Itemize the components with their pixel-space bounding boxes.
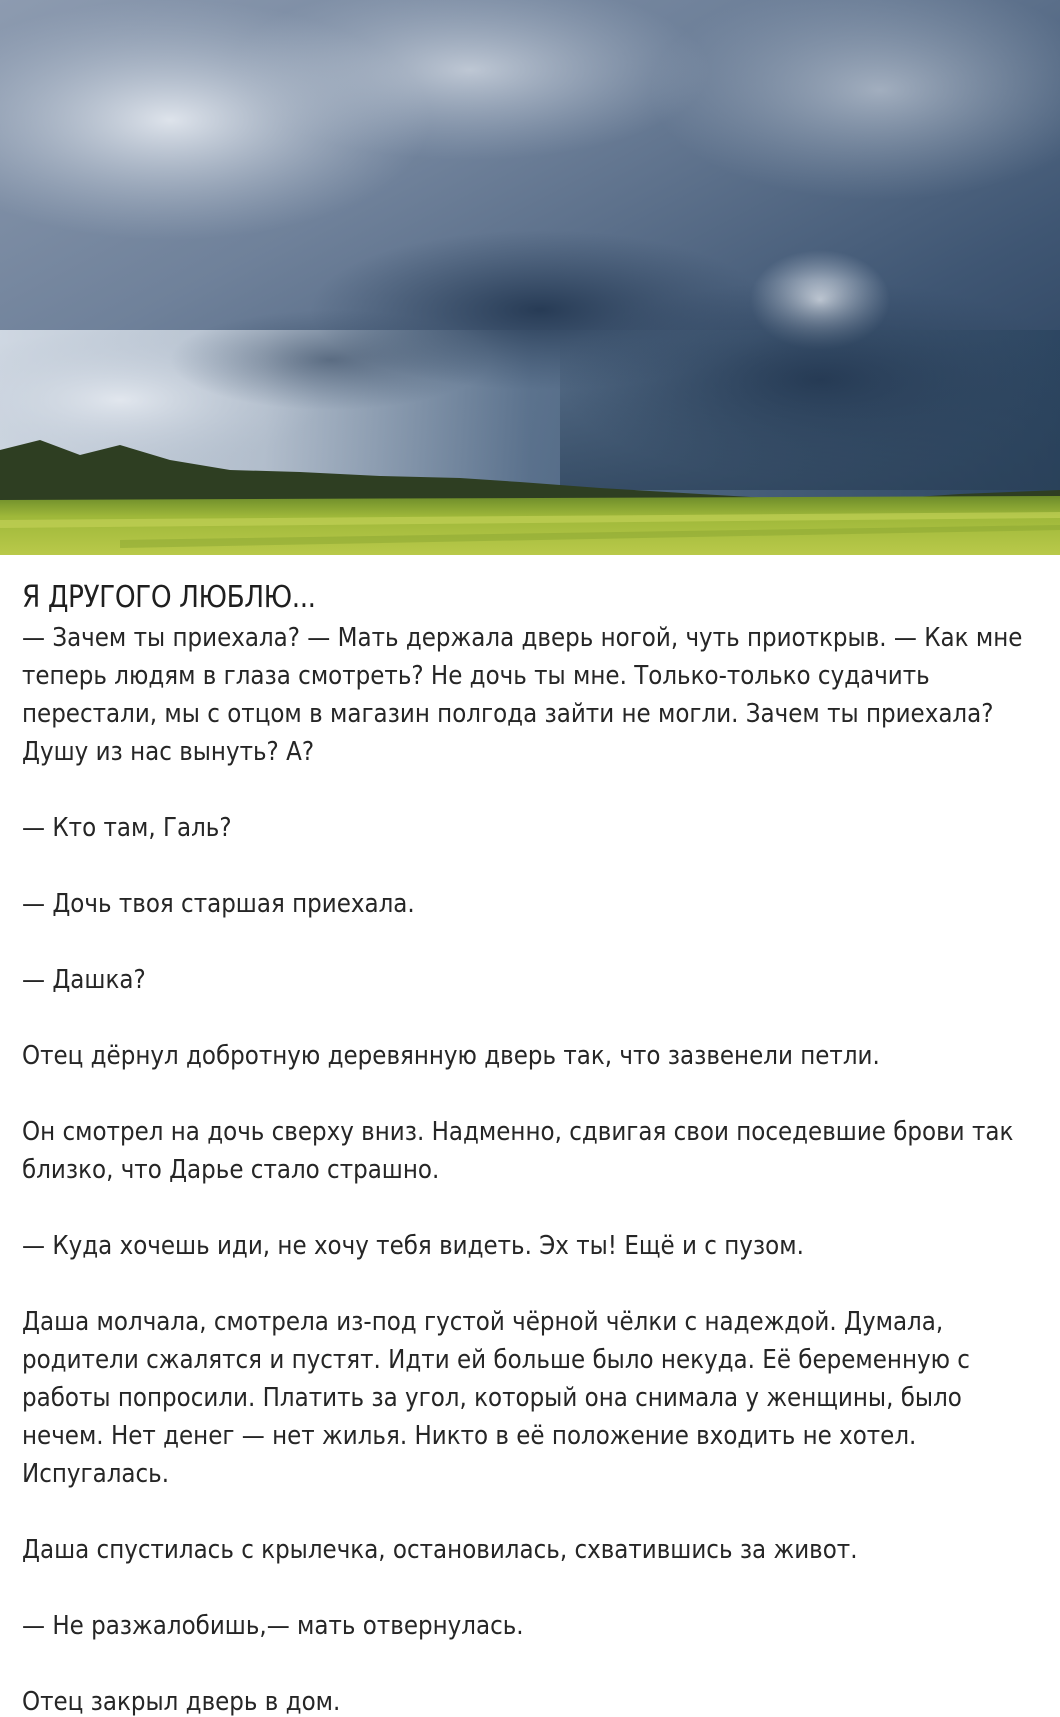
paragraph: Даша спустилась с крылечка, остановилась, схватившись за живот. [22, 1535, 858, 1565]
hero-image [0, 0, 1060, 555]
paragraph: Отец дёрнул добротную деревянную дверь так, что зазвенели петли. [22, 1041, 880, 1071]
paragraph: — Куда хочешь иди, не хочу тебя видеть. Эх ты! Ещё и с пузом. [22, 1231, 804, 1261]
article [0, 555, 1060, 1717]
article-title: Я ДРУГОГО ЛЮБЛЮ... [22, 580, 316, 615]
paragraph: — Кто там, Галь? [22, 813, 232, 843]
paragraph: Отец закрыл дверь в дом. [22, 1687, 341, 1717]
article-body [22, 619, 1038, 1717]
paragraph: — Дочь твоя старшая приехала. [22, 889, 415, 919]
paragraph: Даша молчала, смотрела из-под густой чёрной чёлки с надеждой. Думала, родители сжалятся и пустят. Идти ей больше было некуда. Её беременную с работы попросили. Платить за угол, который она снимала у женщины, было нечем. Нет денег — нет жилья. Никто в её положение входить не хотел. Испугалась. [22, 1307, 970, 1489]
paragraph: Он смотрел на дочь сверху вниз. Надменно, сдвигая свои поседевшие брови так близко, что Дарье стало страшно. [22, 1117, 1014, 1185]
storm-landscape-image [0, 0, 1060, 555]
paragraph: — Дашка? [22, 965, 146, 995]
paragraph: — Зачем ты приехала? — Мать держала дверь ногой, чуть приоткрыв. — Как мне теперь людям в глаза смотреть? Не дочь ты мне. Только-только судачить перестали, мы с отцом в магазин полгода зайти не могли. Зачем ты приехала? Душу из нас вынуть? А? [22, 623, 1023, 767]
paragraph: — Не разжалобишь,— мать отвернулась. [22, 1611, 524, 1641]
